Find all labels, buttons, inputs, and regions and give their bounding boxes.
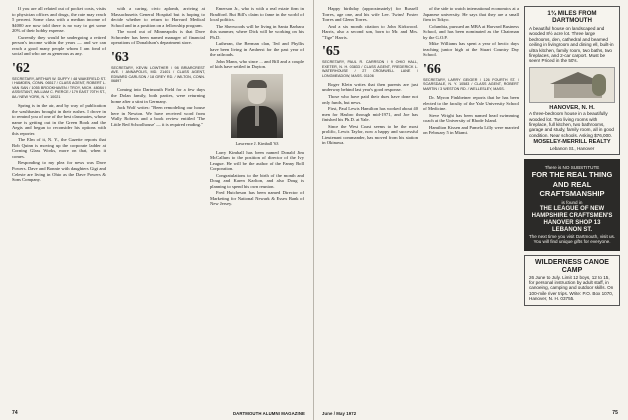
article-paragraph: Steve Wright has been named head swimming coach at the University of Rhode Island. — [423, 112, 519, 124]
real-estate-ad — [524, 6, 620, 155]
right-column-2 — [423, 6, 519, 404]
issue-footer: June / May 1972 — [322, 411, 357, 416]
class-secretary-block: SECRETARY, PAUL R. CARRSON / 9 OHIO HALL, EXETER, N. H. 03833 / CLASS AGENT, FREDERICK L. WATERHOUSE / 27 CROMWELL LANE / LONGMEADOW, MASS. 01106 — [322, 60, 418, 78]
article-paragraph: Currently they would be undergoing a retired person's income within the years — and we can reach a good many people whom I am fond of social and who are as generous as any. — [12, 34, 106, 57]
article-paragraph: Those who have paid their dues have done not only funds, but news. — [322, 94, 418, 105]
house-sketch-image — [529, 67, 615, 103]
ad-shop-address: HANOVER SHOP 13 LEBANON ST. — [543, 219, 601, 233]
class-secretary-block: SECRETARY, ARTHUR W. DUFFY / 48 WAKEFIELD ST. / HAMDEN, CONN. 06517 / CLASS AGENT, ROBERT L. VAN SAN / 1055 BROOKHAVEN / TROY, MICH. 48084 / ASSISTANT, WILLIAM C. PIERCE / 179 EAST 70TH ST., 8A / NEW YORK, N. Y. 10021 — [12, 76, 106, 99]
magazine-footer: DARTMOUTH ALUMNI MAGAZINE — [232, 411, 305, 416]
article-paragraph: Larry Kimball has been named Donald Jim McCallum to the position of director of the Ivy League. He will be the author of the Fanny Boll Corporation. — [210, 149, 304, 172]
ad-title: WILDERNESS CANOE CAMP — [535, 258, 609, 274]
page-number: 75 — [612, 410, 618, 416]
article-paragraph: Columbia, pursued an MBA at Harvard Business School, and has been nominated as the Chairman by the G.O.P. — [423, 23, 519, 40]
article-paragraph: The Elm of it, N. Y., the Gazette reports that Bob Quinn is moving up the corporate ladder at Corning Glass Works, more on that, when it comes. — [12, 137, 106, 159]
article-paragraph: Fred Hutcheson has been named Director of Marketing for National Newark & Essex Bank of New Jersey. — [210, 190, 304, 207]
ad-org-name: THE LEAGUE OF NEW HAMPSHIRE CRAFTSMEN'S — [531, 205, 613, 219]
article-paragraph: Roger Klein writes that then parents are just underway behind last year's good response. — [322, 81, 418, 93]
article-paragraph: Mike Williams has spent a year of hectic days teaching junior high at the Stuart Country Day School. — [423, 41, 519, 58]
article-paragraph: with a caring, civic aplomb, arriving at Massachusetts General Hospital but is hoping to decide whether to return to Harvard Medical School and in a position on a fellowship program. — [111, 6, 205, 28]
article-paragraph: First, Paul Lewis Hamilton has worked about 40 men for Hasbro through mid-1971, and Joe has finished his Ph.D. at Yale. — [322, 106, 418, 123]
article-paragraph: And a six month citation to John Kirkwood. Harris, also a second son, born to Mr. and Mrs. "Tige" Harris. — [322, 23, 418, 40]
ad-location: HANOVER, N. H. — [549, 104, 595, 111]
portrait-photo — [231, 74, 283, 138]
class-header-63 — [111, 51, 205, 84]
ad-line: The next time you visit Dartmouth, visit us. You will find unique gifts for everyone. — [528, 233, 616, 245]
photo-caption: Lawrence J. Kimball '63 — [235, 141, 279, 147]
article-paragraph: John Mann, who since ... and Bill and a couple of kids have settled in Dayton. — [210, 58, 304, 70]
article-paragraph: Dr. Myron Finkbeiner reports that he has been elected to the faculty of the Yale University School of Medicine. — [423, 95, 519, 112]
class-year: '66 — [423, 61, 441, 77]
article-paragraph: Hamilton Kissen and Pamela Lilly were married on February 5 in Miami. — [423, 124, 519, 136]
ad-title: 1¾ MILES FROM DARTMOUTH — [547, 10, 597, 24]
advertisements-column — [524, 6, 620, 404]
article-paragraph: Jack Wolf writes: "Been remodeling our house here in Newton. We have received word from Wally Roberts and a book review entitled 'The Little Red Schoolhouse' — it is required reading." — [111, 105, 205, 127]
article-paragraph: Responding to my plea for news was Dave Powers. Dave and Bonnie with daughters Gigi and Celeste are living in Ohio as the Dave Powers & Sons Company. — [12, 160, 106, 183]
left-column-3 — [210, 6, 304, 404]
article-paragraph: The word out of Minneapolis is that Dave Schroeder has been named manager of financial operations of Donaldson's department store. — [111, 29, 205, 46]
class-year: '65 — [322, 44, 340, 60]
realty-name: MOSELEY-MERRILL REALTY — [533, 139, 611, 146]
left-column-1 — [12, 6, 106, 404]
ad-line: is found in — [561, 200, 583, 206]
class-header-66 — [423, 63, 519, 91]
ad-headline: FOR THE REAL THING — [531, 169, 613, 179]
article-paragraph: Since the West Coast seems to be the most prolific, Lewis Taylor, now a happy and successful Lieutenant commander, has moved from his station in Okinawa. — [322, 123, 418, 146]
article-paragraph: Emerson Jr., who is with a real estate firm in Bradford. But Bill's claim to fame in the world of local politics. — [210, 6, 304, 23]
ad-body: A three-bedroom house in a beautifully wooded lot. Two living rooms with fireplace, full kitchen, two bathrooms, garage and study, family room, all in good condition. Near schools. Asking $76,000. — [529, 111, 614, 138]
ad-headline: AND REAL CRAFTSMANSHIP — [539, 180, 605, 198]
ad-body: 26 June to July. Limit 12 boys, 12 to 15, for personal instruction by adult staff, in canoeing, camping and outdoor skills. On 100-mile river trips. Write: P.O. Box 1070, Hanover, N. H. 03755. — [529, 274, 614, 302]
class-secretary-block: SECRETARY, KEVIN LOWTHER / 98 BRIARCREST AVE. / ANNAPOLIS, MD. 21401 / CLASS AGENT, EDWARD CARLSON / 18 GREY RD. / WILTON, CONN. 06897 — [111, 65, 205, 84]
article-paragraph: Coming into Dartmouth Field for a few days the Dolan family, both parties, were returning home after a stint in Germany. — [111, 87, 205, 104]
right-page-columns — [322, 6, 620, 404]
left-column-2 — [111, 6, 205, 404]
article-paragraph: Happy birthday (approximately) for Russell Torres, age one, and his wife Lee. Twins! Foster Torres and Glenn Torres. — [322, 6, 418, 23]
article-paragraph: The Sherwoods will be living in Santa Barbara this summer, where Dick will be working on his Ph.D. — [210, 23, 304, 40]
craftsmen-ad — [524, 159, 620, 250]
realty-address: Lebanon St., Hanover — [549, 145, 595, 151]
left-page-columns — [12, 6, 304, 404]
class-secretary-block: SECRETARY, LARRY GEIGER / 126 FOURTH ST. / SCARSDALE, N. Y. 10583 / CLASS AGENT, ROBERT MARTIN / 3 WESTON RD. / WELLESLEY, MASS. — [423, 77, 519, 91]
article-paragraph: Spring is in the air, and by way of publication the washbasins brought in their rushes. I drove in to remind you of one of the best classmates, whose name is getting out in the Green Book and the Aegis and begun to reconsider his options with this reporter. — [12, 102, 106, 136]
article-paragraph: Congratulations to the birth of the month and Doug and Karen Karlton, and also Doug is planning to spend his own reunion. — [210, 172, 304, 189]
article-paragraph: If you are all related out of pocket costs, visits to physician offices and drugs, the rate may reach 5 percent. Some class with a median income of $4000 are now told there is no way to get some 20% of their hobby expense. — [12, 6, 106, 34]
canoe-camp-ad — [524, 255, 620, 306]
class-header-62 — [12, 62, 106, 99]
page-number: 74 — [12, 410, 18, 416]
article-paragraph: of the side to watch international economics at a Japanese university. He says that they are a small firm in Tokyo. — [423, 6, 519, 23]
class-header-65 — [322, 45, 418, 78]
class-year: '63 — [111, 49, 129, 65]
ad-line: There is NO SUBSTITUTE — [544, 165, 600, 171]
class-year: '62 — [12, 60, 30, 76]
right-column-1 — [322, 6, 418, 404]
right-page — [314, 0, 628, 420]
article-paragraph: Lutheran, the Berman clan, Ted and Phyllis have been living in Amherst for the past year of the railroads. — [210, 41, 304, 58]
ad-body: A beautiful house on landscaped and wooded 8½ acre lot. Three large bedrooms, den, cathedral and beamed ceiling in livingroom and dining ell, built-in ultra kitchen, family room, two baths, two fireplaces, and 2-car carport. Must be seen! Priced in the 50's. — [529, 26, 614, 64]
